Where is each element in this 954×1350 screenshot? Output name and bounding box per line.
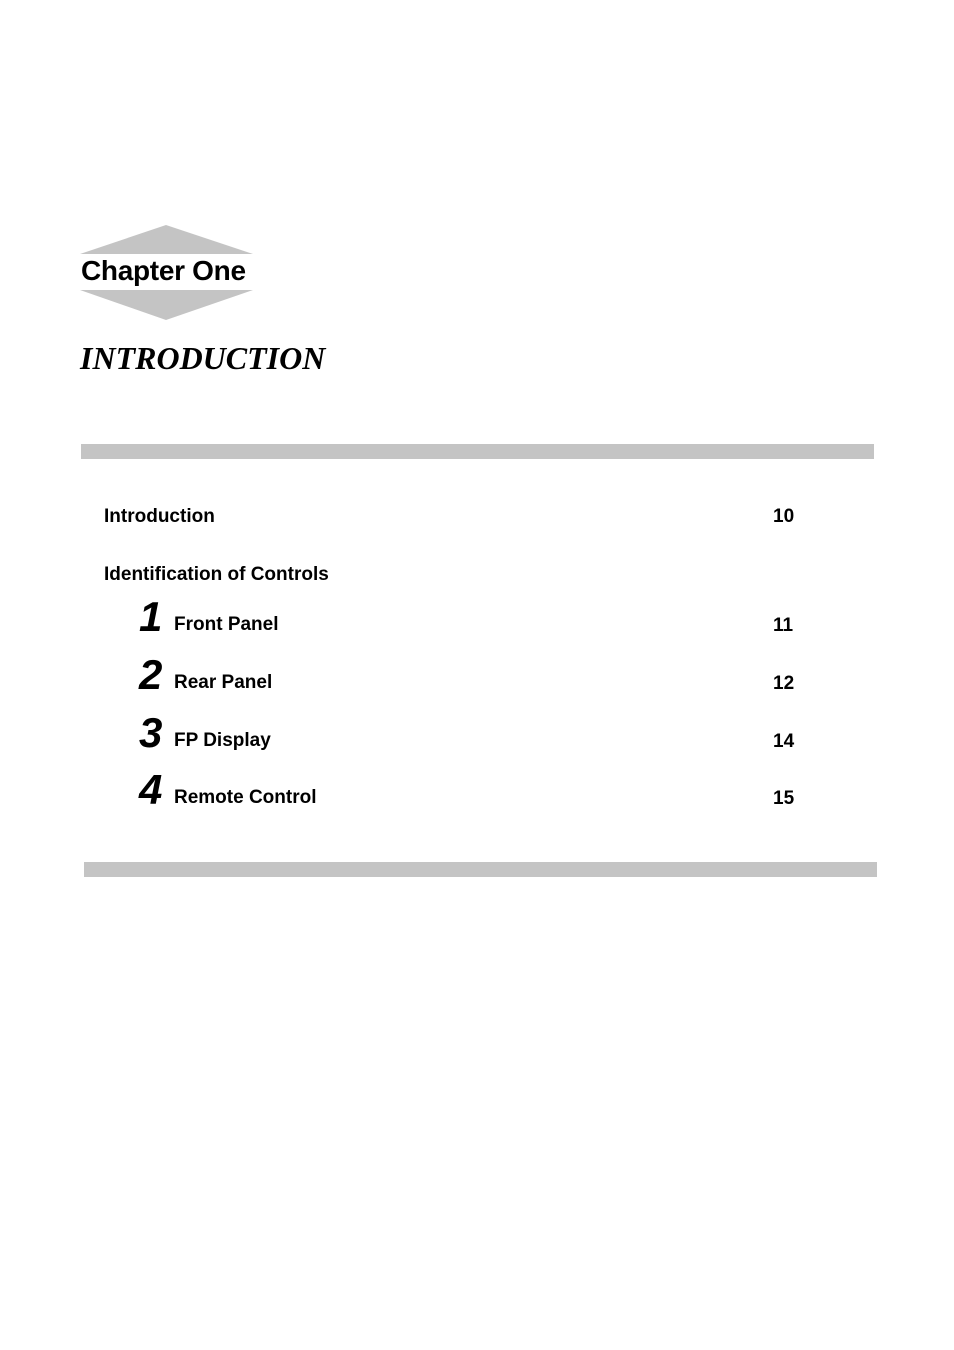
toc-sub-number: 1 <box>139 593 163 640</box>
toc-entry-identification-of-controls[interactable]: Identification of Controls <box>104 564 329 585</box>
toc-sub-number: 2 <box>139 651 163 698</box>
toc-page-rear-panel: 12 <box>773 673 795 694</box>
section-title: INTRODUCTION <box>80 340 326 376</box>
toc-sub-number: 4 <box>139 766 163 813</box>
toc-page-remote-control: 15 <box>773 788 795 809</box>
toc-sub-label: Front Panel <box>174 614 279 635</box>
toc-sub-number: 3 <box>139 709 163 756</box>
toc-sub-label: Rear Panel <box>174 672 273 693</box>
chapter-label: Chapter One <box>81 255 246 286</box>
toc-page-front-panel: 11 <box>773 615 794 636</box>
toc-sub-label: FP Display <box>174 730 271 751</box>
chapter-badge <box>79 225 255 320</box>
toc-page-fp-display: 14 <box>773 731 795 752</box>
toc-sub-label: Remote Control <box>174 787 317 808</box>
toc-page-introduction: 10 <box>773 506 795 527</box>
toc-entry-introduction[interactable]: Introduction <box>104 506 215 527</box>
divider-bottom <box>84 862 877 877</box>
divider-top <box>81 444 874 459</box>
